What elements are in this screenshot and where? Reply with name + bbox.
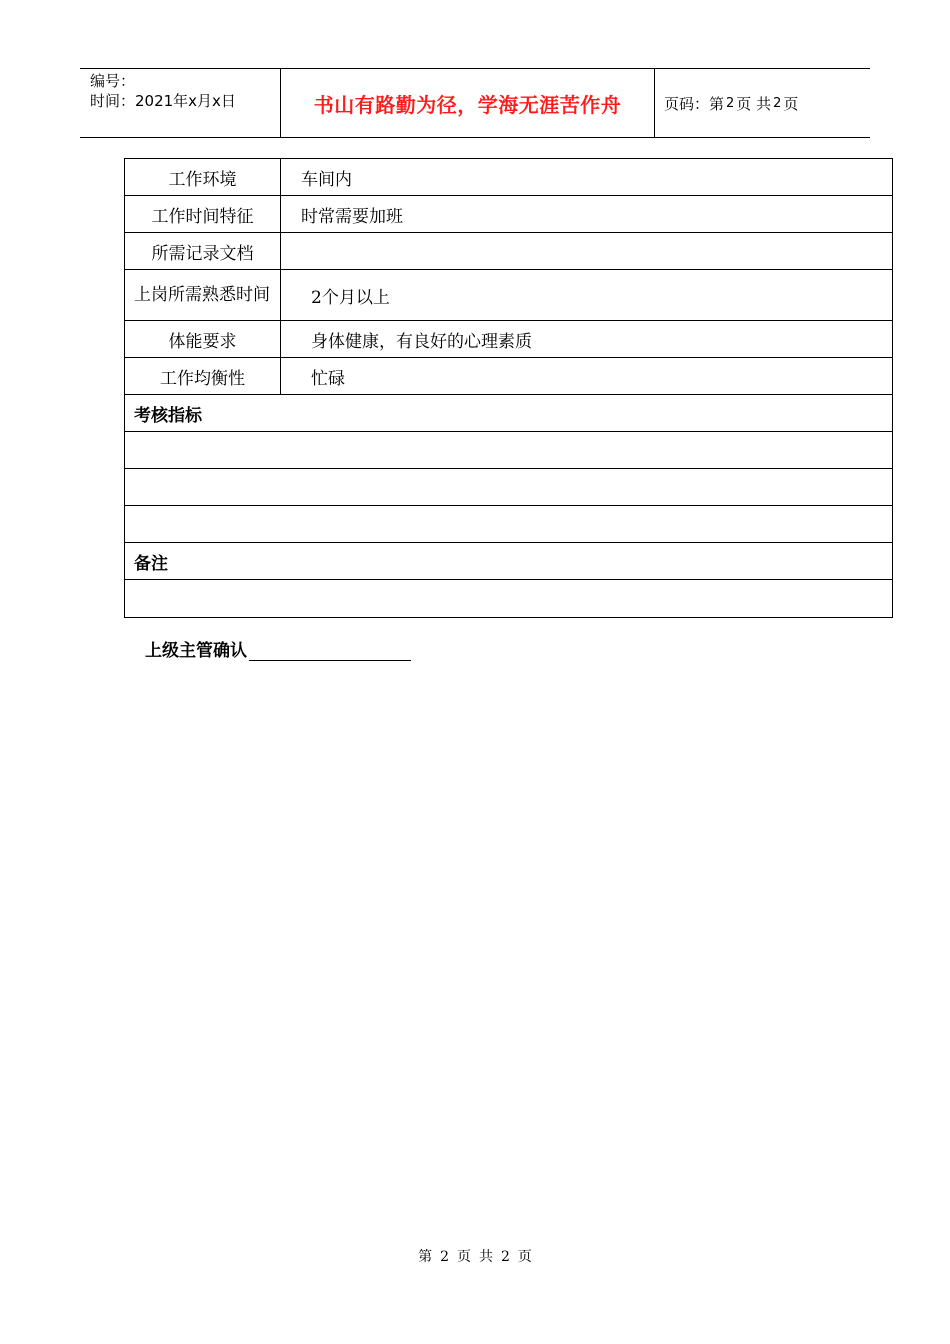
kpi-empty-row (125, 432, 892, 469)
notes-title: 备注 (134, 553, 168, 574)
row-value-physical: 身体健康，有良好的心理素质 (311, 331, 532, 352)
row-value-work-environment: 车间内 (301, 169, 352, 190)
footer-prefix: 第 (418, 1249, 433, 1265)
row-label-records: 所需记录文档 (125, 233, 281, 269)
page-total: 2 (773, 95, 782, 111)
header-meta (80, 69, 281, 137)
page-mid: 页 共 (736, 94, 772, 113)
footer-page-current: 2 (440, 1249, 449, 1265)
document-number-label: 编号： (90, 72, 136, 90)
footer-page-word: 页 (457, 1249, 471, 1265)
row-label-work-environment: 工作环境 (125, 159, 281, 195)
row-value-records (281, 233, 892, 269)
kpi-title: 考核指标 (134, 405, 202, 426)
document-date: 时间：2021年x月x日 (90, 92, 236, 110)
header-page-number (655, 69, 870, 137)
page-suffix: 页 (783, 94, 799, 113)
supervisor-confirmation (145, 636, 411, 661)
page-prefix: 页码：第 (664, 94, 725, 113)
page-header (80, 68, 870, 138)
page-current: 2 (726, 95, 735, 111)
header-motto: 书山有路勤为径，学海无涯苦作舟 (281, 69, 655, 137)
row-value-familiarization: 2个月以上 (311, 287, 390, 308)
table-row (125, 321, 892, 358)
section-header-notes (125, 543, 892, 580)
row-label-work-time: 工作时间特征 (125, 196, 281, 232)
row-label-workload: 工作均衡性 (125, 358, 281, 394)
row-value-work-time: 时常需要加班 (301, 206, 403, 227)
footer-page-total: 2 (501, 1249, 510, 1265)
table-row (125, 233, 892, 270)
footer-total-word: 共 (479, 1249, 493, 1265)
supervisor-confirmation-label: 上级主管确认 (145, 641, 247, 661)
table-row (125, 270, 892, 321)
table-row (125, 196, 892, 233)
notes-empty-row (125, 580, 892, 617)
row-value-workload: 忙碌 (311, 368, 345, 389)
kpi-empty-row (125, 469, 892, 506)
job-description-table (124, 158, 893, 618)
table-row (125, 358, 892, 395)
row-label-familiarization: 上岗所需熟悉时间 (125, 270, 281, 320)
kpi-empty-row (125, 506, 892, 543)
row-label-physical: 体能要求 (125, 321, 281, 357)
table-row (125, 159, 892, 196)
signature-line (249, 639, 411, 661)
section-header-kpi (125, 395, 892, 432)
footer-suffix: 页 (517, 1249, 532, 1265)
page-footer (0, 1246, 950, 1266)
